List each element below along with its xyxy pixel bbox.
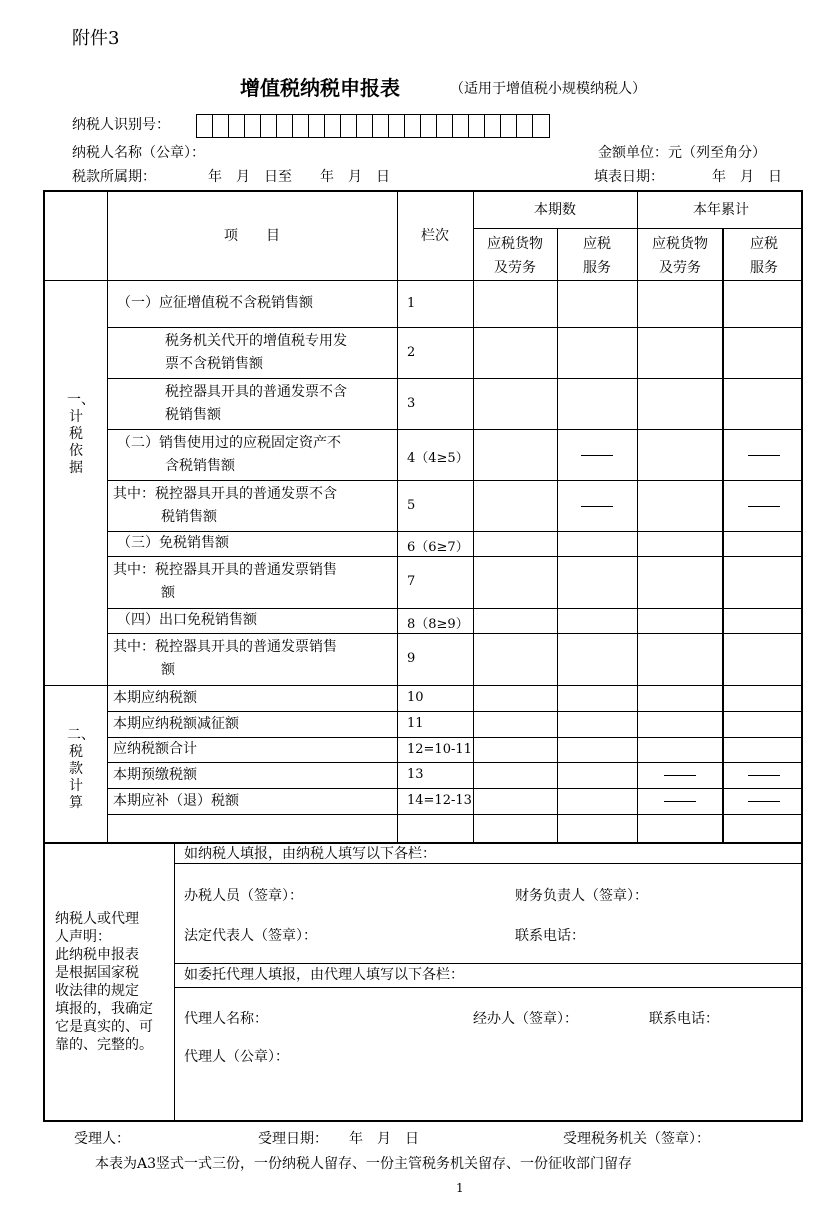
taxpayer-name-label: 纳税人名称（公章）： [72, 145, 205, 161]
row-column-number: 4（4≥5） [407, 450, 469, 466]
period-label: 税款所属期： [72, 169, 156, 185]
footer-note: 本表为A3竖式一式三份，一份纳税人留存、一份主管税务机关留存、一份征收部门留存 [95, 1156, 633, 1172]
taxpayer-id-digit-box[interactable] [245, 115, 261, 137]
legal-rep-label[interactable]: 法定代表人（签章）： [184, 928, 317, 944]
header-ytd: 本年累计 [693, 202, 749, 218]
taxpayer-id-digit-box[interactable] [533, 115, 549, 137]
not-applicable-dash [748, 506, 780, 507]
row-item-label: 应纳税额合计 [113, 741, 197, 757]
declaration-body-line: 靠的、完整的。 [55, 1037, 153, 1053]
taxpayer-id-digit-box[interactable] [261, 115, 277, 137]
not-applicable-dash [748, 801, 780, 802]
declaration-body-line: 是根据国家税 [55, 965, 139, 981]
cell-current-service[interactable] [559, 713, 635, 735]
declaration-body-line: 填报的，我确定 [55, 1001, 153, 1017]
cell-current-goods[interactable] [475, 329, 555, 376]
cell-ytd-goods[interactable] [639, 713, 720, 735]
row-column-number: 3 [407, 395, 416, 411]
agent-name-label[interactable]: 代理人名称： [184, 1011, 268, 1027]
taxpayer-id-digit-box[interactable] [357, 115, 373, 137]
row-column-number: 12=10-11 [407, 741, 472, 757]
taxpayer-id-label: 纳税人识别号： [72, 117, 170, 133]
row-item-label: 本期应纳税额 [113, 689, 197, 706]
cell-current-service[interactable] [559, 687, 635, 709]
cell-ytd-goods[interactable] [639, 282, 720, 325]
cell-ytd-service[interactable] [725, 380, 803, 427]
form-subtitle: （适用于增值税小规模纳税人） [450, 81, 646, 97]
cell-ytd-service[interactable] [725, 610, 803, 631]
cell-current-service[interactable] [559, 610, 635, 631]
cell-current-goods[interactable] [475, 482, 555, 529]
cell-ytd-service [725, 482, 803, 529]
cell-ytd-service[interactable] [725, 329, 803, 376]
row-item-label: 本期预缴税额 [113, 766, 197, 783]
row-column-number: 7 [407, 574, 416, 589]
taxpayer-id-digit-box[interactable] [293, 115, 309, 137]
row-column-number: 9 [407, 651, 416, 666]
taxpayer-id-digit-box[interactable] [437, 115, 453, 137]
handler-label[interactable]: 经办人（签章）： [473, 1011, 578, 1027]
cell-ytd-service[interactable] [725, 687, 803, 709]
taxpayer-id-digit-box[interactable] [517, 115, 533, 137]
taxpayer-id-digit-box[interactable] [325, 115, 341, 137]
row-column-number: 13 [407, 767, 424, 782]
row-item-label: 其中：税控器具开具的普通发票销售 额 [113, 639, 337, 678]
cell-current-goods[interactable] [475, 790, 555, 812]
row-item-label: （二）销售使用过的应税固定资产不 含税销售额 [117, 434, 341, 474]
row-item-label: 本期应补（退）税额 [113, 792, 239, 809]
cell-ytd-goods[interactable] [639, 329, 720, 376]
header-item: 项 目 [224, 228, 280, 244]
row-column-number: 5 [407, 497, 416, 513]
taxpayer-id-digit-box[interactable] [469, 115, 485, 137]
cell-current-goods[interactable] [475, 687, 555, 709]
cell-ytd-goods[interactable] [639, 635, 720, 683]
cell-current-service[interactable] [559, 790, 635, 812]
cell-ytd-goods[interactable] [639, 380, 720, 427]
header-current: 本期数 [534, 202, 576, 218]
tax-officer-label[interactable]: 办税人员（签章）： [184, 888, 303, 904]
cell-current-service[interactable] [559, 282, 635, 325]
cell-ytd-service [725, 790, 803, 812]
not-applicable-dash [748, 455, 780, 456]
declaration-body-line: 它是真实的、可 [55, 1019, 153, 1035]
taxpayer-id-digit-box[interactable] [229, 115, 245, 137]
header-current-goods: 应税货物 及劳务 [487, 236, 543, 276]
section-tax-basis: 一、计税依据 [67, 392, 95, 476]
amount-unit: 金额单位：元（列至角分） [598, 145, 766, 161]
cell-current-goods[interactable] [475, 764, 555, 786]
cell-ytd-goods [639, 790, 720, 812]
taxpayer-id-digit-box[interactable] [373, 115, 389, 137]
taxpayer-id-digit-box[interactable] [453, 115, 469, 137]
taxpayer-id-digit-box[interactable] [213, 115, 229, 137]
cell-current-service[interactable] [559, 533, 635, 554]
finance-head-label[interactable]: 财务负责人（签章）： [515, 888, 648, 904]
declaration-title-1: 纳税人或代理 [55, 911, 139, 927]
cell-ytd-service[interactable] [725, 558, 803, 606]
row-column-number: 14=12-13 [407, 793, 472, 808]
taxpayer-id-digit-box[interactable] [277, 115, 293, 137]
row-column-number: 8（8≥9） [407, 616, 469, 632]
not-applicable-dash [748, 775, 780, 776]
not-applicable-dash [581, 455, 613, 456]
cell-current-goods[interactable] [475, 713, 555, 735]
fill-date-label: 填表日期： [594, 169, 664, 185]
agent-phone-label[interactable]: 联系电话： [649, 1011, 719, 1027]
header-col-no: 栏次 [421, 228, 449, 244]
taxpayer-id-digit-box[interactable] [485, 115, 501, 137]
taxpayer-id-digit-box[interactable] [501, 115, 517, 137]
receiver-label: 受理人： [74, 1131, 130, 1147]
form-title: 增值税纳税申报表 [240, 76, 400, 100]
row-item-label: （三）免税销售额 [117, 535, 229, 551]
cell-current-goods[interactable] [475, 610, 555, 631]
cell-current-goods[interactable] [475, 533, 555, 554]
agent-fill-note: 如委托代理人填报，由代理人填写以下各栏： [184, 967, 464, 983]
taxpayer-id-boxes[interactable] [196, 114, 550, 138]
row-column-number: 2 [407, 344, 416, 360]
cell-ytd-goods[interactable] [639, 533, 720, 554]
cell-current-service[interactable] [559, 329, 635, 376]
declaration-body-line: 此纳税申报表 [55, 947, 139, 963]
row-column-number: 10 [407, 690, 424, 705]
section-tax-calc: 二、税款计算 [67, 727, 95, 811]
cell-current-goods[interactable] [475, 282, 555, 325]
receive-date: 受理日期： 年 月 日 [258, 1131, 419, 1147]
header-current-service: 应税 服务 [583, 236, 611, 276]
cell-ytd-goods[interactable] [639, 687, 720, 709]
cell-ytd-goods[interactable] [639, 739, 720, 760]
cell-current-goods[interactable] [475, 431, 555, 478]
declaration-body-line: 收法律的规定 [55, 983, 139, 999]
page-number: 1 [456, 1181, 464, 1195]
cell-ytd-goods[interactable] [639, 610, 720, 631]
header-ytd-goods: 应税货物 及劳务 [652, 236, 708, 276]
declaration-form [43, 190, 803, 1122]
cell-current-service[interactable] [559, 558, 635, 606]
taxpayer-id-digit-box[interactable] [309, 115, 325, 137]
cell-ytd-service [725, 431, 803, 478]
row-item-label: （四）出口免税销售额 [117, 612, 257, 628]
phone-label[interactable]: 联系电话： [515, 928, 585, 944]
row-item-label: 税控器具开具的普通发票不含 税销售额 [165, 383, 347, 423]
cell-current-service[interactable] [559, 739, 635, 760]
cell-ytd-service[interactable] [725, 739, 803, 760]
attachment-label: 附件3 [72, 28, 120, 49]
header-ytd-service: 应税 服务 [750, 236, 778, 276]
cell-current-goods[interactable] [475, 635, 555, 683]
receive-office: 受理税务机关（签章）： [563, 1131, 710, 1147]
taxpayer-id-digit-box[interactable] [405, 115, 421, 137]
row-column-number: 11 [407, 716, 424, 731]
agent-seal-label[interactable]: 代理人（公章）： [184, 1049, 289, 1065]
cell-ytd-service[interactable] [725, 713, 803, 735]
cell-ytd-service[interactable] [725, 635, 803, 683]
taxpayer-id-digit-box[interactable] [197, 115, 213, 137]
taxpayer-id-digit-box[interactable] [421, 115, 437, 137]
cell-ytd-service [725, 764, 803, 786]
cell-ytd-goods [639, 764, 720, 786]
taxpayer-fill-note: 如纳税人填报，由纳税人填写以下各栏： [184, 846, 436, 862]
cell-current-service [559, 482, 635, 529]
cell-current-service[interactable] [559, 380, 635, 427]
cell-current-goods[interactable] [475, 380, 555, 427]
cell-current-goods[interactable] [475, 558, 555, 606]
not-applicable-dash [664, 801, 696, 802]
row-column-number: 1 [407, 295, 416, 311]
cell-ytd-service[interactable] [725, 533, 803, 554]
row-item-label: （一）应征增值税不含税销售额 [117, 295, 313, 311]
taxpayer-id-digit-box[interactable] [389, 115, 405, 137]
cell-ytd-goods[interactable] [639, 431, 720, 478]
row-item-label: 税务机关代开的增值税专用发 票不含税销售额 [165, 332, 347, 372]
period-text: 年 月 日至 年 月 日 [208, 169, 390, 185]
cell-ytd-service[interactable] [725, 282, 803, 325]
cell-ytd-goods[interactable] [639, 558, 720, 606]
declaration-title-2: 人声明： [55, 929, 111, 945]
row-column-number: 6（6≥7） [407, 539, 469, 555]
cell-current-service[interactable] [559, 764, 635, 786]
row-item-label: 其中：税控器具开具的普通发票销售 额 [113, 562, 337, 601]
cell-current-service [559, 431, 635, 478]
not-applicable-dash [664, 775, 696, 776]
cell-ytd-goods[interactable] [639, 482, 720, 529]
taxpayer-id-digit-box[interactable] [341, 115, 357, 137]
row-item-label: 其中：税控器具开具的普通发票不含 税销售额 [113, 485, 337, 525]
row-item-label: 本期应纳税额减征额 [113, 715, 239, 732]
cell-current-service[interactable] [559, 635, 635, 683]
fill-date-text: 年 月 日 [712, 169, 782, 185]
not-applicable-dash [581, 506, 613, 507]
cell-current-goods[interactable] [475, 739, 555, 760]
